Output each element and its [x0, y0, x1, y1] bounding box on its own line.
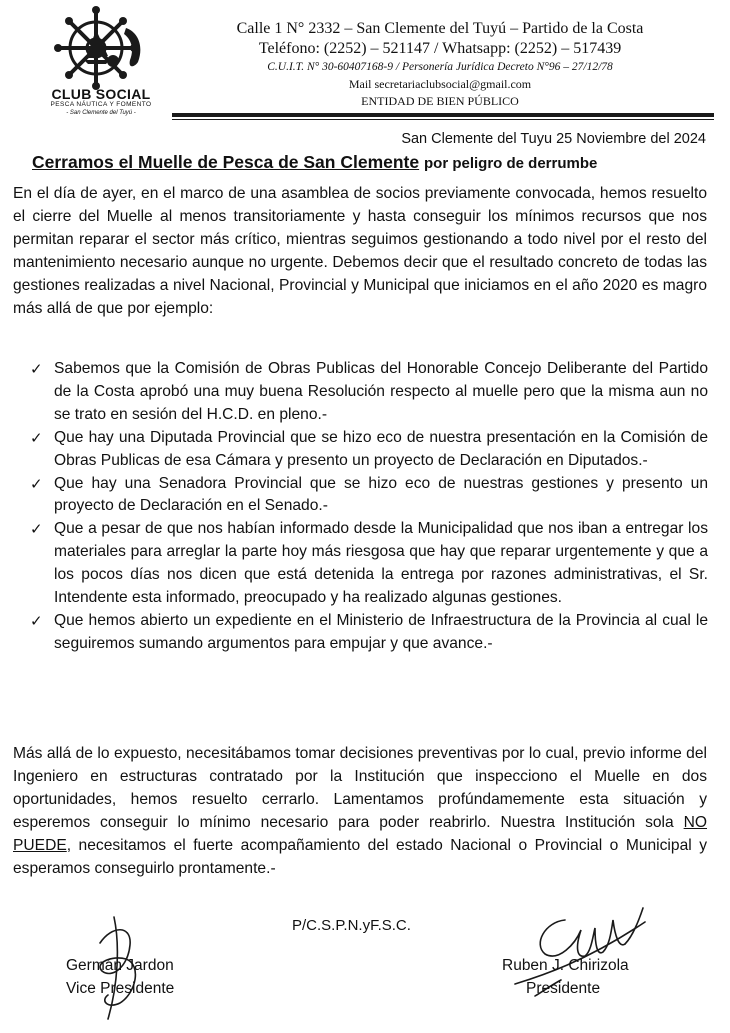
document-title: [32, 152, 712, 173]
signer-role: Vice Presidente: [66, 980, 175, 997]
club-subtitle: PESCA NÁUTICA Y FOMENTO: [50, 101, 152, 108]
title-suffix: por peligro de derrumbe: [424, 155, 598, 172]
club-name: CLUB SOCIAL: [51, 86, 151, 102]
list-item: [30, 358, 708, 427]
signer-name: Ruben J. Chirizola: [502, 957, 629, 974]
header-divider: [172, 113, 714, 117]
list-item-text: Que a pesar de que nos habían informado desde la Municipalidad que nos iban a entregar los materiales para arreglar la parte hoy más riesgosa que hay que reparar urgentemente y que a los pocos días nos dicen que está detenida la entrega por razones administrativas, el Sr. Intendente esta informado, preocupado y ha realizado algunas gestiones.: [54, 520, 708, 607]
document-date: San Clemente del Tuyu 25 Noviembre del 2024: [401, 131, 706, 147]
club-city: - San Clemente del Tuyú -: [66, 110, 136, 116]
ship-wheel-icon: [34, 6, 168, 90]
check-icon: ✓: [30, 520, 43, 539]
signature-block-left: [66, 954, 174, 1000]
list-item: [30, 518, 708, 610]
closing-text-1: Más allá de lo expuesto, necesitábamos tomar decisiones preventivas por lo cual, previo informe del Ingeniero en estructuras contratado por la Institución que inspecciono el Muelle en dos oportunidades, hemos resuelto cerrarlo. Lamentamos profúndamemente esta situación y esperemos conseguir lo mínimo necesario para poder reabrirlo. Nuestra Institución sola: [13, 745, 707, 831]
check-icon: ✓: [30, 360, 43, 378]
list-item-text: Que hay una Senadora Provincial que se hizo eco de nuestras gestiones y presento un proyecto de Declaración en el Senado.-: [54, 474, 708, 515]
header-address: Calle 1 N° 2332 – San Clemente del Tuyú – Partido de la Costa: [236, 20, 644, 37]
header-entity: ENTIDAD DE BIEN PÚBLICO: [361, 94, 519, 108]
list-item: [30, 427, 708, 473]
closing-text-2: , necesitamos el fuerte acompañamiento del estado Nacional o Provincial o Municipal y esperamos conseguirlo prontamente.-: [13, 836, 707, 877]
title-main: Cerramos el Muelle de Pesca de San Clemente: [32, 152, 420, 172]
signature-block-right: [502, 954, 629, 1000]
signer-role: Presidente: [526, 980, 601, 997]
header-divider-thin: [172, 119, 714, 120]
check-icon: ✓: [30, 611, 43, 630]
emphasis-text: NO PUEDE: [13, 813, 707, 854]
list-item-text: Sabemos que la Comisión de Obras Publicas del Honorable Concejo Deliberante del Partido de la Costa aprobó una muy buena Resolución respecto al muelle pero que la misma aun no se trato en sesión del H.C.D. en pleno.-: [54, 360, 708, 423]
header-mail: Mail secretariaclubsocial@gmail.com: [348, 77, 532, 91]
header-phone: Teléfono: (2252) – 521147 / Whatsapp: (2252) – 517439: [258, 40, 622, 57]
check-icon: ✓: [30, 474, 43, 493]
signer-name: Germán Jardon: [66, 957, 174, 974]
header-cuit: C.U.I.T. N° 30-60407168-9 / Personería Jurídica Decreto N°96 – 27/12/78: [267, 61, 613, 73]
closing-paragraph: [13, 743, 707, 880]
list-item-text: Que hay una Diputada Provincial que se hizo eco de nuestra presentación en la Comisión de Obras Publicas de esa Cámara y presento un proyecto de Declaración en Diputados.-: [54, 428, 708, 469]
list-item: [30, 473, 708, 519]
list-item: [30, 610, 708, 656]
list-item-text: Que hemos abierto un expediente en el Ministerio de Infraestructura de la Provincia al cual le seguiremos sumando argumentos para empujar y que avance.-: [54, 611, 708, 652]
check-icon: ✓: [30, 428, 43, 447]
sender-initials: P/C.S.P.N.yF.S.C.: [292, 917, 411, 934]
intro-paragraph: En el día de ayer, en el marco de una asamblea de socios previamente convocada, hemos resuelto el cierre del Muelle al menos transitoriamente y hasta conseguir los mínimos recursos que nos permitan reparar el sector más crítico, mientras seguimos gestionando a todo nivel por el resto del mantenimiento necesario aunque no urgente. Debemos decir que el resultado concreto de todas las gestiones realizadas a nivel Nacional, Provincial y Municipal que iniciamos en el año 2020 es magro más allá de que por ejemplo:: [13, 185, 707, 317]
bullet-list: [30, 358, 708, 656]
